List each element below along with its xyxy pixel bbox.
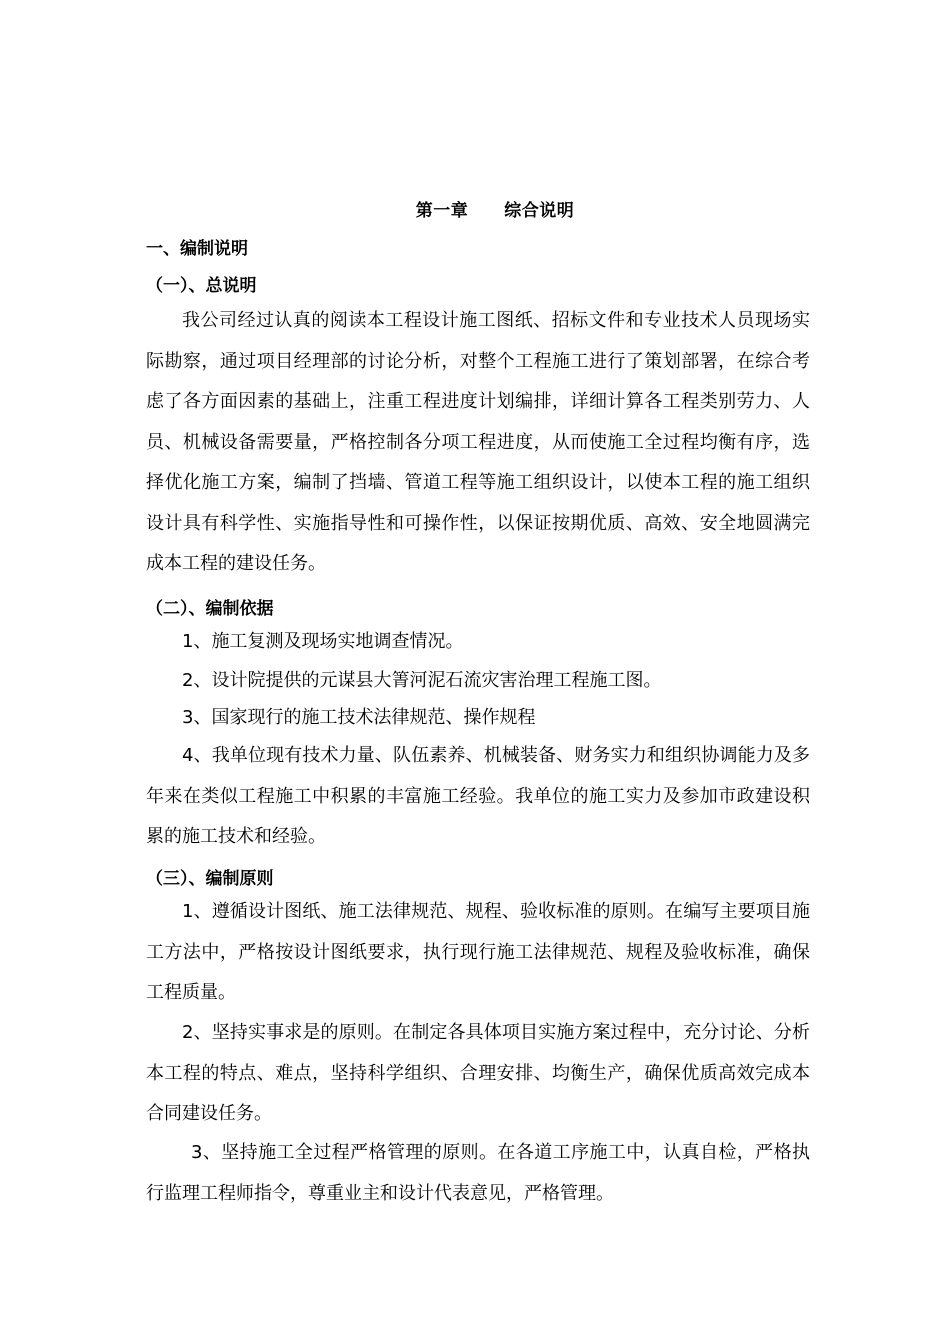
chapter-number: 第一章 [415,201,469,221]
chapter-name: 综合说明 [504,201,575,221]
basis-item: 2、设计院提供的元谋县大箐河泥石流灾害治理工程施工图。 [182,670,662,691]
section-heading: 一、编制说明 [146,239,248,259]
principle-item: 2、坚持实事求是的原则。在制定各具体项目实施方案过程中，充分讨论、分析本工程的特点、难点，坚持科学组织、合理安排、均衡生产，确保优质高效完成本合同建设任务。 [146,1022,810,1124]
basis-item: 4、我单位现有技术力量、队伍素养、机械装备、财务实力和组织协调能力及多年来在类似工程施工中积累的丰富施工经验。我单位的施工实力及参加市政建设积累的施工技术和经验。 [146,745,810,847]
basis-item: 3、国家现行的施工技术法律规范、操作规程 [182,707,536,728]
subsection-heading-principles: （三）、编制原则 [146,869,274,889]
principle-item: 3、坚持施工全过程严格管理的原则。在各道工序施工中，认真自检，严格执行监理工程师指令，尊重业主和设计代表意见，严格管理。 [146,1142,810,1204]
subsection-heading-general: （一）、总说明 [146,276,257,296]
general-paragraph: 我公司经过认真的阅读本工程设计施工图纸、招标文件和专业技术人员现场实际勘察，通过项目经理部的讨论分析，对整个工程施工进行了策划部署，在综合考虑了各方面因素的基础上，注重工程进度计划编排，详细计算各工程类别劳力、人员、机械设备需要量，严格控制各分项工程进度，从而使施工全过程均衡有序，选择优化施工方案，编制了挡墙、管道工程等施工组织设计，以使本工程的施工组织设计具有科学性、实施指导性和可操作性，以保证按期优质、高效、安全地圆满完成本工程的建设任务。 [146,310,810,574]
subsection-heading-basis: （二）、编制依据 [146,599,274,619]
principle-item: 1、遵循设计图纸、施工法律规范、规程、验收标准的原则。在编写主要项目施工方法中，严格按设计图纸要求，执行现行施工法律规范、规程及验收标准，确保工程质量。 [146,901,810,1003]
chapter-title [0,196,950,221]
basis-item: 1、施工复测及现场实地调查情况。 [182,631,464,652]
